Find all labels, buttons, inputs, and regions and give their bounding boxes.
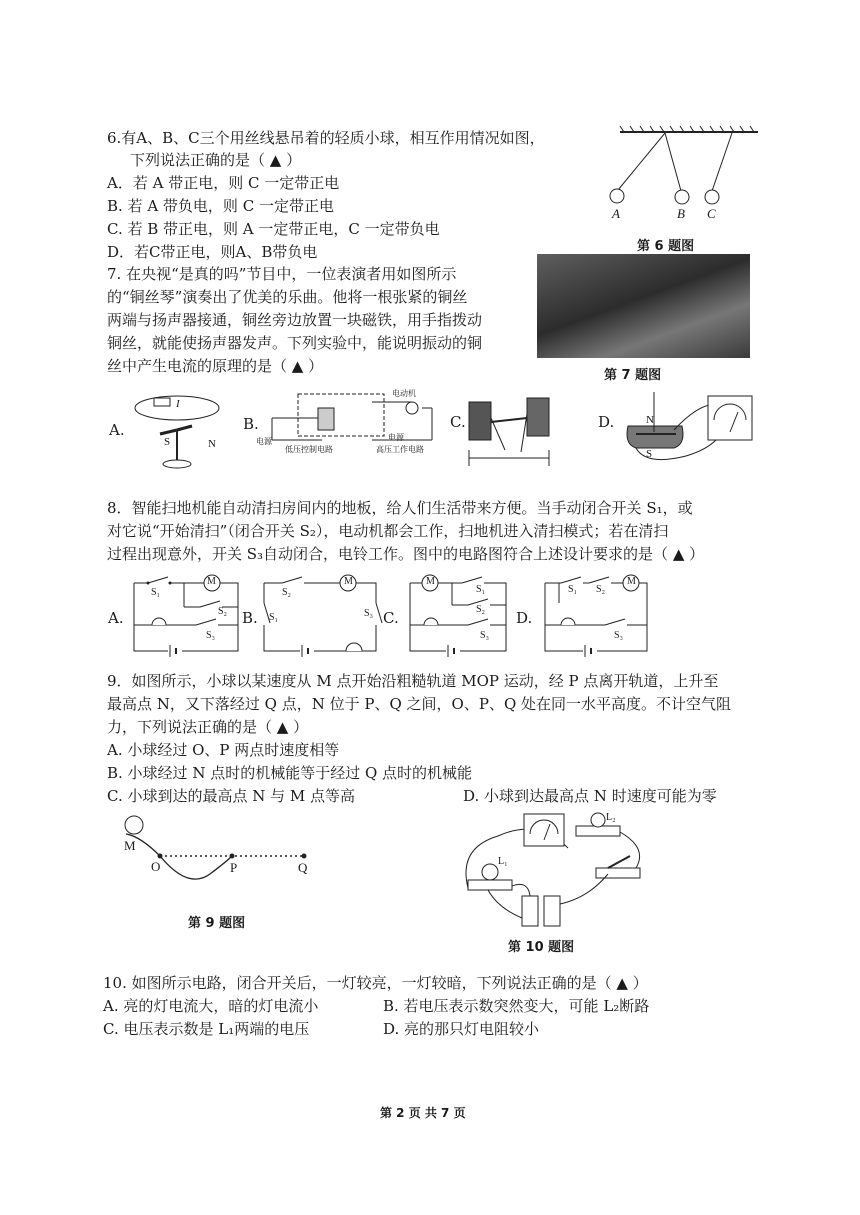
- q7-fig-b-motor: 电动机: [392, 389, 416, 398]
- q8-line3: 过程出现意外，开关 S₃自动闭合，电铃工作。图中的电路图符合上述设计要求的是（ ▲ ）: [107, 545, 705, 563]
- q9-option-a: A. 小球经过 O、P 两点时速度相等: [107, 741, 340, 759]
- q8-a-s1: S₁: [151, 587, 161, 598]
- q7-fig-b-power1: 电源: [256, 437, 272, 446]
- q7-fig-a-s: S: [164, 436, 171, 448]
- q8-option-c-label: C.: [383, 609, 399, 627]
- q10-label-l1: L₁: [498, 856, 508, 867]
- q9-caption: 第 9 题图: [188, 916, 246, 931]
- ball-a: [610, 189, 624, 203]
- q10-circuit-figure: [458, 808, 648, 930]
- q8-line2: 对它说“开始清扫”（闭合开关 S₂），电动机都会工作，扫地机进入清扫模式；若在清扫: [107, 522, 669, 540]
- q9-label-p: P: [230, 860, 238, 875]
- q8-c-motor: M: [426, 576, 435, 587]
- q7-fig-b-low: 低压控制电路: [285, 445, 333, 454]
- q6-option-a: A．若 A 带正电，则 C 一定带正电: [107, 174, 340, 192]
- q9-label-m: M: [124, 838, 136, 853]
- q7-fig-b-high: 高压工作电路: [376, 445, 424, 454]
- q7-fig-a-oersted: [132, 388, 232, 476]
- q8-c-s3: S₃: [480, 630, 490, 641]
- q8-c-s1: S₁: [476, 584, 486, 595]
- q7-line5: 丝中产生电流的原理的是（ ▲ ）: [107, 357, 324, 375]
- q8-option-d-label: D.: [516, 609, 533, 627]
- q8-line1: 8．智能扫地机能自动清扫房间内的地板，给人们生活带来方便。当手动闭合开关 S₁，或: [107, 499, 693, 517]
- q6-option-c: C. 若 B 带正电，则 A 一定带正电，C 一定带负电: [107, 220, 440, 238]
- q7-option-b-label: B.: [243, 415, 259, 433]
- q10-caption: 第 10 题图: [508, 940, 575, 955]
- q7-fig-a-i: I: [176, 398, 180, 410]
- q7-line1: 7. 在央视“是真的吗”节目中，一位表演者用如图所示: [107, 265, 457, 283]
- q8-d-s1: S₁: [568, 584, 578, 595]
- q7-fig-d-induction: [616, 386, 756, 468]
- q7-fig-d-s: S: [646, 448, 653, 460]
- q7-copper-harp-photo: [537, 254, 750, 358]
- q8-d-motor: M: [627, 576, 636, 587]
- q6-pendulum-figure: [620, 124, 760, 234]
- q8-circuit-c: [406, 573, 511, 657]
- q8-a-s2: S₂: [218, 606, 228, 617]
- q8-c-s2: S₂: [476, 604, 486, 615]
- q9-option-d: D. 小球到达最高点 N 时速度可能为零: [463, 787, 717, 805]
- q10-option-d: D. 亮的那只灯电阻较小: [383, 1020, 540, 1038]
- q9-label-q: Q: [298, 860, 308, 875]
- q8-b-s1: S₁: [269, 612, 279, 623]
- q7-line2: 的“铜丝琴”演奏出了优美的乐曲。他将一根张紧的铜丝: [107, 288, 468, 306]
- q8-b-s3: S₃: [364, 608, 374, 619]
- q8-d-s2: S₂: [596, 584, 606, 595]
- q7-fig-d-n: N: [646, 414, 654, 426]
- q9-line1: 9．如图所示，小球以某速度从 M 点开始沿粗糙轨道 MOP 运动，经 P 点离开轨道，上升至: [107, 672, 719, 690]
- q6-stem-line1: 6.有A、B、C三个用丝线悬吊着的轻质小球，相互作用情况如图，: [107, 129, 545, 147]
- q6-option-b: B. 若 A 带负电，则 C 一定带正电: [107, 197, 334, 215]
- q8-d-s3: S₃: [614, 630, 624, 641]
- q7-caption: 第 7 题图: [604, 368, 662, 383]
- q8-option-a-label: A.: [108, 609, 124, 627]
- q8-a-motor: M: [207, 576, 216, 587]
- q6-label-c: C: [707, 206, 716, 221]
- q9-option-b: B. 小球经过 N 点时的机械能等于经过 Q 点时的机械能: [107, 764, 473, 782]
- q6-label-a: A: [612, 206, 620, 221]
- q6-caption: 第 6 题图: [637, 239, 695, 254]
- q7-option-d-label: D.: [598, 413, 615, 431]
- q9-line3: 力，下列说法正确的是（ ▲ ）: [107, 718, 309, 736]
- q10-option-c: C. 电压表示数是 L₁两端的电压: [103, 1020, 310, 1038]
- q7-option-a-label: A.: [109, 421, 125, 439]
- q9-option-c: C. 小球到达的最高点 N 与 M 点等高: [107, 787, 356, 805]
- q10-option-b: B. 若电压表示数突然变大，可能 L₂断路: [383, 997, 650, 1015]
- q7-line3: 两端与扬声器接通，铜丝旁边放置一块磁铁，用手指拨动: [107, 311, 483, 329]
- q9-line2: 最高点 N，又下落经过 Q 点，N 位于 P、Q 之间，O、P、Q 处在同一水平高度。不计空气阻: [107, 695, 732, 713]
- page-footer: 第 2 页 共 7 页: [380, 1106, 466, 1120]
- q7-fig-b-power2: 电源: [388, 433, 404, 442]
- q7-fig-c-motor-experiment: [465, 388, 555, 468]
- q6-label-b: B: [677, 206, 685, 221]
- ball-b: [675, 190, 689, 204]
- q8-b-motor: M: [344, 576, 353, 587]
- q6-option-d: D．若C带正电，则A、B带负电: [107, 243, 318, 261]
- ball-c: [705, 190, 719, 204]
- q7-fig-a-n: N: [208, 438, 216, 450]
- q7-line4: 铜丝，就能使扬声器发声。下列实验中，能说明振动的铜: [107, 334, 483, 352]
- q8-option-b-label: B.: [242, 609, 258, 627]
- q9-label-o: O: [151, 859, 161, 874]
- q8-b-s2: S₂: [282, 587, 292, 598]
- q8-a-s3: S₃: [206, 630, 216, 641]
- q7-option-c-label: C.: [450, 413, 466, 431]
- q10-option-a: A. 亮的灯电流大，暗的灯电流小: [103, 997, 319, 1015]
- q10-label-l2: L₂: [606, 812, 616, 823]
- q6-stem-line2: 下列说法正确的是（ ▲ ）: [130, 151, 302, 169]
- q10-stem: 10. 如图所示电路，闭合开关后，一灯较亮，一灯较暗，下列说法正确的是（ ▲ ）: [103, 974, 648, 992]
